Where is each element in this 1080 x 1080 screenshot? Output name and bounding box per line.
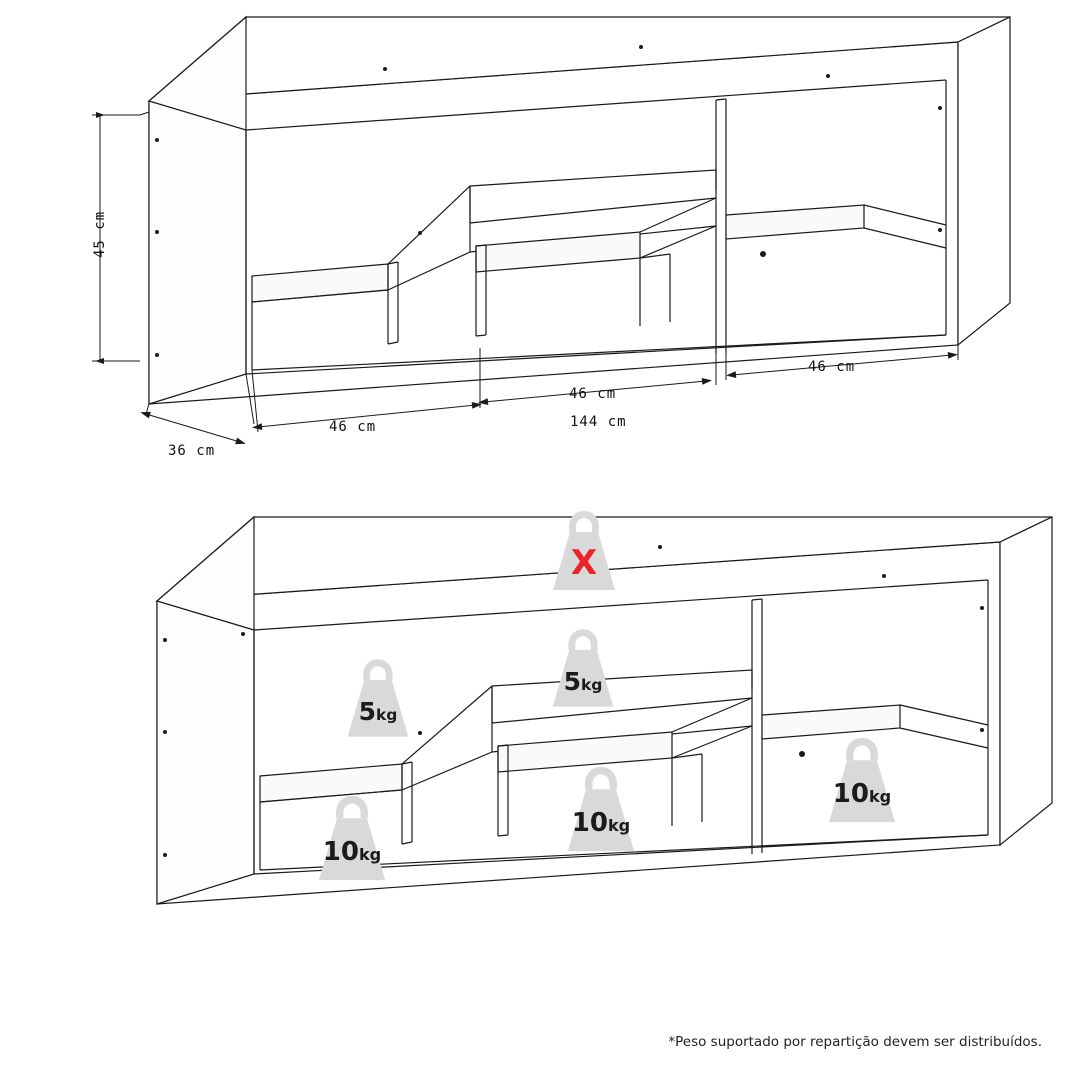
dimension-label-section-right: 46 cm: [808, 359, 856, 375]
weight-value-base-right: 10: [832, 779, 869, 809]
weight-value-shelf-center: 5: [563, 667, 581, 696]
dimension-label-height: 45 cm: [92, 210, 108, 258]
top-unit-body: [149, 17, 1010, 404]
weight-value-base-center: 10: [571, 808, 608, 838]
weight-x-mark: X: [570, 543, 598, 583]
weight-unit-shelf-left: kg: [376, 706, 398, 724]
weight-unit-base-center: kg: [607, 816, 631, 835]
weight-value-base-left: 10: [322, 837, 359, 867]
dimension-label-section-center: 46 cm: [569, 386, 617, 402]
weight-unit-shelf-center: kg: [581, 676, 603, 694]
dimension-label-section-left: 46 cm: [329, 419, 377, 435]
footnote-text: *Peso suportado por repartição devem ser distribuídos.: [668, 1034, 1042, 1050]
weight-value-shelf-left: 5: [358, 697, 376, 726]
dimension-label-depth: 36 cm: [168, 443, 216, 459]
weight-unit-base-right: kg: [868, 787, 892, 806]
weight-unit-base-left: kg: [358, 845, 382, 864]
dimension-label-total-width: 144 cm: [570, 414, 627, 430]
